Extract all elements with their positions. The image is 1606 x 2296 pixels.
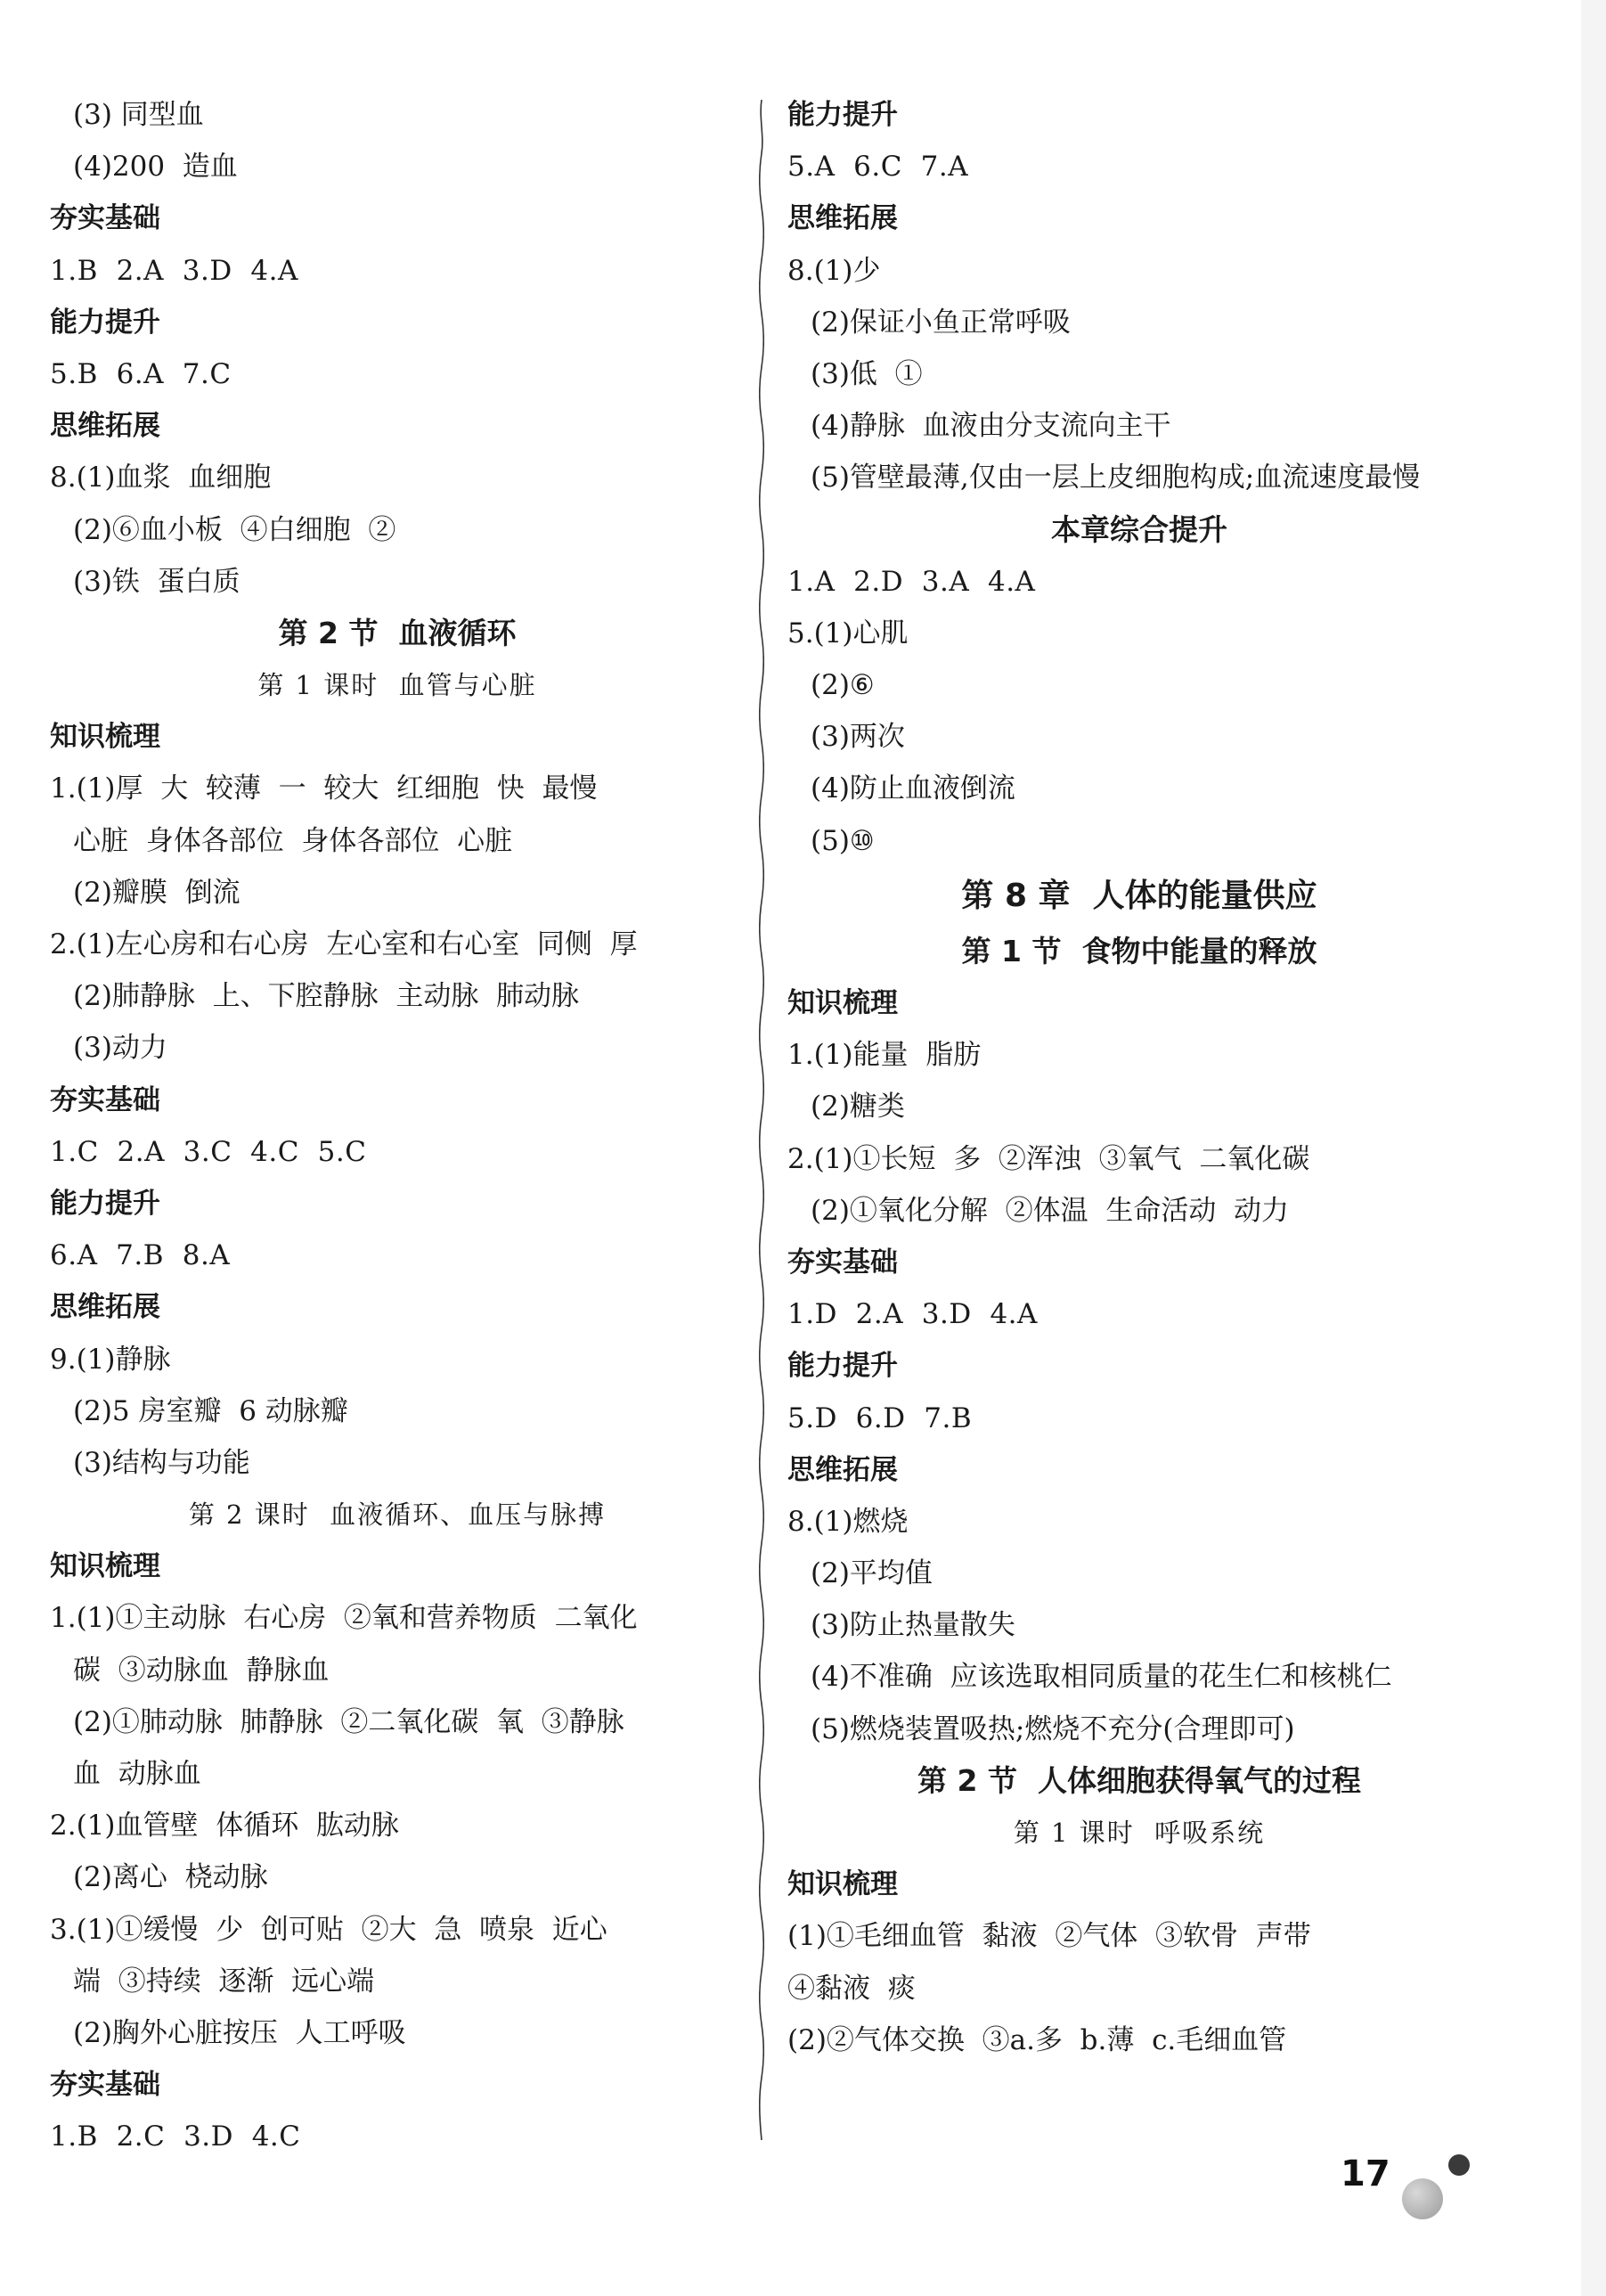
section-heading: 思维拓展 — [50, 410, 160, 443]
answer-line: (2)胸外心脏按压 人工呼吸 — [73, 2016, 406, 2049]
answer-line: (3)低 ① — [811, 357, 923, 390]
answer-line: 血 动脉血 — [73, 1758, 201, 1790]
answer-line: 1.A 2.D 3.A 4.A — [787, 565, 1036, 598]
answer-line: 6.A 7.B 8.A — [50, 1239, 231, 1272]
section-heading: 思维拓展 — [787, 202, 898, 235]
section-heading: 能力提升 — [787, 1350, 898, 1383]
answer-line: 1.B 2.A 3.D 4.A — [50, 254, 298, 287]
section-heading: 能力提升 — [50, 306, 160, 339]
section-heading: 思维拓展 — [787, 1453, 898, 1486]
answer-line: 3.(1)①缓慢 少 创可贴 ②大 急 喷泉 近心 — [50, 1913, 607, 1946]
decorative-dot-icon — [1448, 2154, 1470, 2176]
answer-line: (2)①肺动脉 肺静脉 ②二氧化碳 氧 ③静脉 — [73, 1705, 624, 1738]
column-divider — [759, 100, 764, 2140]
answer-line: 8.(1)燃烧 — [787, 1505, 909, 1538]
answer-line: 5.(1)心肌 — [787, 617, 909, 650]
answer-line: (2)①氧化分解 ②体温 生命活动 动力 — [811, 1194, 1290, 1227]
section-heading: 能力提升 — [50, 1187, 160, 1220]
answer-line: (4)不准确 应该选取相同质量的花生仁和核桃仁 — [811, 1661, 1392, 1694]
answer-line: (2)⑥ — [811, 669, 875, 702]
answer-line: (2)糖类 — [811, 1091, 905, 1123]
section-title: 第 1 节 食物中能量的释放 — [961, 933, 1317, 968]
answer-line: (4)防止血液倒流 — [811, 772, 1015, 805]
answer-line: (3)两次 — [811, 721, 905, 754]
answer-line: 1.(1)能量 脂肪 — [787, 1039, 982, 1072]
section-title: 本章综合提升 — [1051, 511, 1227, 547]
answer-line: 1.B 2.C 3.D 4.C — [50, 2120, 301, 2153]
answer-line: 1.D 2.A 3.D 4.A — [787, 1298, 1038, 1331]
answer-line: (2)离心 桡动脉 — [73, 1861, 268, 1894]
answer-line: 8.(1)少 — [787, 254, 881, 287]
answer-line: (4)静脉 血液由分支流向主干 — [811, 410, 1171, 443]
section-heading: 知识梳理 — [787, 1868, 898, 1901]
page-number: 17 — [1341, 2153, 1390, 2194]
answer-line: (2)平均值 — [811, 1557, 933, 1590]
section-heading: 知识梳理 — [50, 721, 160, 754]
answer-line: 碳 ③动脉血 静脉血 — [73, 1654, 330, 1687]
answer-line: (2)②气体交换 ③a.多 b.薄 c.毛细血管 — [787, 2023, 1287, 2056]
section-heading: 知识梳理 — [787, 987, 898, 1019]
lesson-title: 第 1 课时 呼吸系统 — [1013, 1818, 1266, 1848]
section-title: 第 2 节 血液循环 — [278, 615, 517, 650]
left-column — [50, 89, 745, 2163]
section-heading: 能力提升 — [787, 99, 898, 131]
answer-line: (2)肺静脉 上、下腔静脉 主动脉 肺动脉 — [73, 980, 580, 1013]
answer-line: 1.C 2.A 3.C 4.C 5.C — [50, 1135, 367, 1168]
answer-line: 1.(1)①主动脉 右心房 ②氧和营养物质 二氧化 — [50, 1602, 638, 1635]
answer-line: (2)保证小鱼正常呼吸 — [811, 306, 1071, 339]
answer-line: 5.D 6.D 7.B — [787, 1401, 973, 1434]
section-heading: 知识梳理 — [50, 1550, 160, 1583]
answer-line: 端 ③持续 逐渐 远心端 — [73, 1965, 375, 1998]
answer-line: 心脏 身体各部位 身体各部位 心脏 — [73, 824, 513, 857]
decorative-dot-icon — [1402, 2178, 1443, 2219]
answer-line: (5)燃烧装置吸热;燃烧不充分(合理即可) — [811, 1712, 1295, 1745]
answer-line: ④黏液 痰 — [787, 1972, 916, 2005]
answer-line: (3)铁 蛋白质 — [73, 565, 240, 598]
answer-line: 5.A 6.C 7.A — [787, 151, 969, 184]
section-heading: 夯实基础 — [50, 2069, 160, 2102]
section-heading: 夯实基础 — [787, 1246, 898, 1279]
answer-line: (3)动力 — [73, 1032, 167, 1065]
answer-line: (4)200 造血 — [73, 151, 238, 184]
answer-line: (1)①毛细血管 黏液 ②气体 ③软骨 声带 — [787, 1920, 1311, 1953]
answer-line: (3)防止热量散失 — [811, 1609, 1015, 1642]
answer-line: (5)管壁最薄,仅由一层上皮细胞构成;血流速度最慢 — [811, 462, 1421, 494]
answer-line: 9.(1)静脉 — [50, 1343, 171, 1376]
answer-line: (2)⑥血小板 ④白细胞 ② — [73, 513, 396, 546]
answer-line: 2.(1)血管壁 体循环 肱动脉 — [50, 1810, 399, 1843]
lesson-title: 第 1 课时 血管与心脏 — [257, 670, 537, 701]
answer-line: (3) 同型血 — [73, 99, 204, 131]
section-heading: 夯实基础 — [50, 202, 160, 235]
section-heading: 思维拓展 — [50, 1291, 160, 1324]
answer-line: (5)⑩ — [811, 824, 875, 857]
lesson-title: 第 2 课时 血液循环、血压与脉搏 — [188, 1499, 607, 1531]
answer-line: 2.(1)①长短 多 ②浑浊 ③氧气 二氧化碳 — [787, 1142, 1310, 1175]
answer-line: 5.B 6.A 7.C — [50, 357, 232, 390]
page-edge — [1581, 0, 1606, 2296]
section-heading: 夯实基础 — [50, 1083, 160, 1116]
right-column — [787, 89, 1491, 2066]
answer-line: 1.(1)厚 大 较薄 一 较大 红细胞 快 最慢 — [50, 772, 598, 805]
answer-line: 8.(1)血浆 血细胞 — [50, 462, 272, 494]
answer-line: 2.(1)左心房和右心房 左心室和右心室 同侧 厚 — [50, 928, 638, 960]
answer-line: (3)结构与功能 — [73, 1446, 250, 1479]
section-title: 第 2 节 人体细胞获得氧气的过程 — [917, 1762, 1361, 1798]
answer-line: (2)5 房室瓣 6 动脉瓣 — [73, 1394, 348, 1427]
answer-line: (2)瓣膜 倒流 — [73, 876, 240, 909]
chapter-title: 第 8 章 人体的能量供应 — [961, 877, 1317, 914]
